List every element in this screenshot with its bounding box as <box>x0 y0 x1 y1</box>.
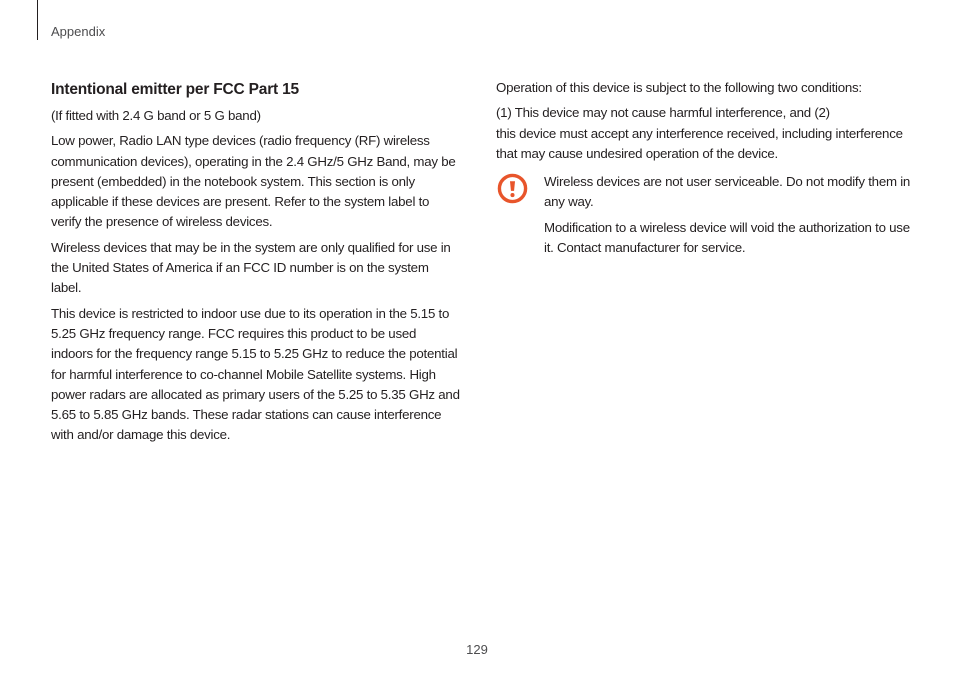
caution-icon <box>497 173 528 204</box>
right-column <box>496 78 916 263</box>
paragraph-qualification: Wireless devices that may be in the system are only qualified for use in the United States of America if an FCC ID number is on the system label. <box>51 239 451 296</box>
left-column <box>51 80 461 451</box>
paragraph-conditions-intro: Operation of this device is subject to the following two conditions: <box>496 80 862 95</box>
caution-line-serviceable: Wireless devices are not user serviceable. Do not modify them in any way. <box>544 174 911 210</box>
paragraph-indoor-use: This device is restricted to indoor use due to its operation in the 5.15 to 5.25 GHz frequency range. FCC requires this product to be used indoors for the frequency range 5.15 to 5.25 GHz to reduce the potential for harmful interference to co-channel Mobile Satellite systems. High power radars are allocated as primary users of the 5.25 to 5.35 GHz and 5.65 to 5.85 GHz bands. These radar stations can cause interference with and/or damage this device. <box>51 305 460 443</box>
section-heading: Intentional emitter per FCC Part 15 <box>51 81 299 98</box>
paragraph-band-note: (If fitted with 2.4 G band or 5 G band) <box>51 108 261 123</box>
header-rule <box>37 0 38 40</box>
paragraph-low-power: Low power, Radio LAN type devices (radio frequency (RF) wireless communication devices), operating in the 2.4 GHz/5 GHz Band, may be present (embedded) in the notebook system. This section is only applicable if these devices are present. Refer to the system label to verify the presence of wireless devices. <box>51 133 456 230</box>
caution-line-modification: Modification to a wireless device will void the authorization to use it. Contact manufacturer for service. <box>544 219 910 256</box>
page-number: 129 <box>466 642 488 657</box>
caution-note <box>496 172 916 258</box>
section-label: Appendix <box>51 24 106 39</box>
paragraph-conditions: (1) This device may not cause harmful interference, and (2) this device must accept any interference received, including interference that may cause undesired operation of the device. <box>496 105 903 161</box>
